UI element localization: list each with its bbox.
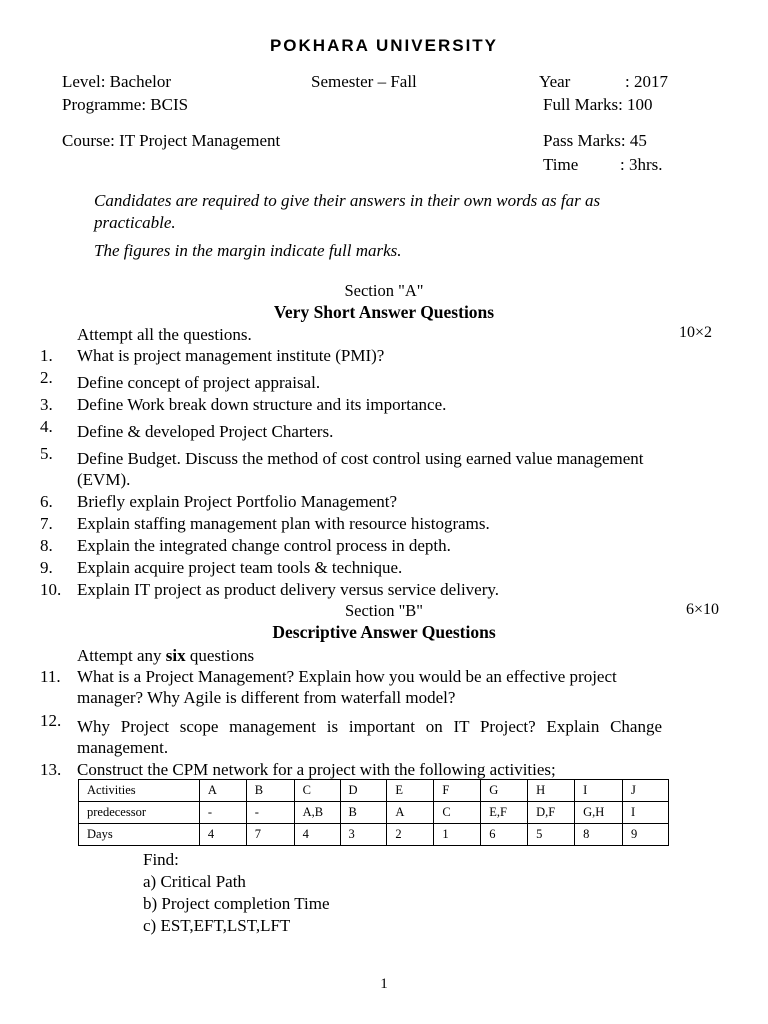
table-cell: I	[575, 780, 623, 802]
section-a-heading: Very Short Answer Questions	[273, 302, 495, 322]
section-b-instruction	[77, 645, 254, 666]
table-cell: E	[387, 780, 434, 802]
table-cell: 5	[528, 824, 575, 846]
year-value: : 2017	[625, 72, 668, 91]
table-cell: H	[528, 780, 575, 802]
year-label: Year	[539, 72, 571, 91]
table-cell: D	[340, 780, 387, 802]
table-cell: Activities	[79, 780, 200, 802]
table-cell: Days	[79, 824, 200, 846]
question-text: Define Budget. Discuss the method of cost control using earned value management (EVM).	[77, 449, 644, 489]
table-cell: A	[387, 802, 434, 824]
question-text: Briefly explain Project Portfolio Management?	[77, 492, 398, 511]
table-cell: 3	[340, 824, 387, 846]
table-cell: 7	[246, 824, 294, 846]
table-cell: D,F	[528, 802, 575, 824]
question-number: 1.	[40, 346, 53, 365]
section-b-marks: 6×10	[686, 601, 720, 618]
level-label: Level: Bachelor	[62, 72, 172, 91]
instruction-own-words: Candidates are required to give their answers in their own words as far as practicable.	[94, 191, 601, 232]
question-text: Construct the CPM network for a project with the following activities;	[77, 760, 556, 779]
time-value: : 3hrs.	[620, 155, 663, 174]
question-text: What is project management institute (PMI)?	[77, 346, 385, 365]
question-number: 6.	[40, 492, 53, 511]
table-cell: I	[623, 802, 669, 824]
section-b-title: Section "B"	[344, 601, 424, 620]
question-text: Define Work break down structure and its importance.	[77, 395, 447, 414]
university-title: POKHARA UNIVERSITY	[269, 36, 499, 55]
question-number: 3.	[40, 395, 53, 414]
find-label: Find:	[143, 850, 179, 869]
instruction-text-bold: six	[165, 646, 186, 665]
question-number: 8.	[40, 536, 53, 555]
question-number: 11.	[40, 667, 61, 686]
question-text: Why Project scope management is important on IT Project? Explain Change management.	[77, 717, 662, 757]
instruction-text-pre: Attempt any	[77, 646, 166, 665]
question-number: 9.	[40, 558, 53, 577]
question-text: Explain IT project as product delivery versus service delivery.	[77, 580, 500, 599]
table-cell: F	[434, 780, 481, 802]
instruction-text-post: questions	[185, 646, 255, 665]
table-cell: 9	[623, 824, 669, 846]
page-number: 1	[380, 976, 388, 992]
table-cell: 4	[294, 824, 340, 846]
section-a-instruction: Attempt all the questions.	[77, 325, 252, 344]
programme-label: Programme: BCIS	[62, 95, 189, 114]
table-row	[79, 780, 669, 802]
question-text: What is a Project Management? Explain how you would be an effective project manager? Why Agile is different from waterfall model?	[77, 667, 617, 707]
table-cell: B	[246, 780, 294, 802]
section-a-title: Section "A"	[344, 281, 424, 300]
pass-marks-label: Pass Marks: 45	[543, 131, 647, 150]
table-cell: G	[481, 780, 528, 802]
table-cell: J	[623, 780, 669, 802]
table-cell: -	[199, 802, 246, 824]
table-cell: 1	[434, 824, 481, 846]
table-row	[79, 824, 669, 846]
table-cell: C	[294, 780, 340, 802]
table-cell: 4	[199, 824, 246, 846]
question-number: 4.	[40, 417, 53, 436]
question-number: 7.	[40, 514, 53, 533]
find-item: b) Project completion Time	[143, 894, 330, 913]
question-text: Explain staffing management plan with resource histograms.	[77, 514, 490, 533]
table-cell: G,H	[575, 802, 623, 824]
question-number: 13.	[40, 760, 62, 779]
section-b-heading: Descriptive Answer Questions	[272, 622, 496, 642]
find-item: a) Critical Path	[143, 872, 246, 891]
time-label: Time	[543, 155, 579, 174]
question-text: Explain acquire project team tools & technique.	[77, 558, 403, 577]
table-cell: 8	[575, 824, 623, 846]
find-item: c) EST,EFT,LST,LFT	[143, 916, 291, 935]
table-row	[79, 802, 669, 824]
question-number: 10.	[40, 580, 62, 599]
question-text: Define & developed Project Charters.	[77, 422, 334, 441]
full-marks-label: Full Marks: 100	[543, 95, 653, 114]
table-cell: predecessor	[79, 802, 200, 824]
cpm-activity-table	[78, 779, 669, 846]
course-label: Course: IT Project Management	[62, 131, 281, 150]
table-cell: A	[199, 780, 246, 802]
table-cell: B	[340, 802, 387, 824]
question-number: 2.	[40, 368, 53, 387]
table-cell: 2	[387, 824, 434, 846]
question-text: Explain the integrated change control process in depth.	[77, 536, 451, 555]
table-cell: 6	[481, 824, 528, 846]
instruction-margin-marks: The figures in the margin indicate full marks.	[94, 241, 402, 260]
section-a-marks: 10×2	[679, 324, 713, 341]
table-cell: A,B	[294, 802, 340, 824]
table-cell: C	[434, 802, 481, 824]
question-text: Define concept of project appraisal.	[77, 373, 321, 392]
semester-label: Semester – Fall	[311, 72, 417, 91]
question-number: 12.	[40, 711, 62, 730]
table-cell: -	[246, 802, 294, 824]
table-cell: E,F	[481, 802, 528, 824]
question-number: 5.	[40, 444, 53, 463]
